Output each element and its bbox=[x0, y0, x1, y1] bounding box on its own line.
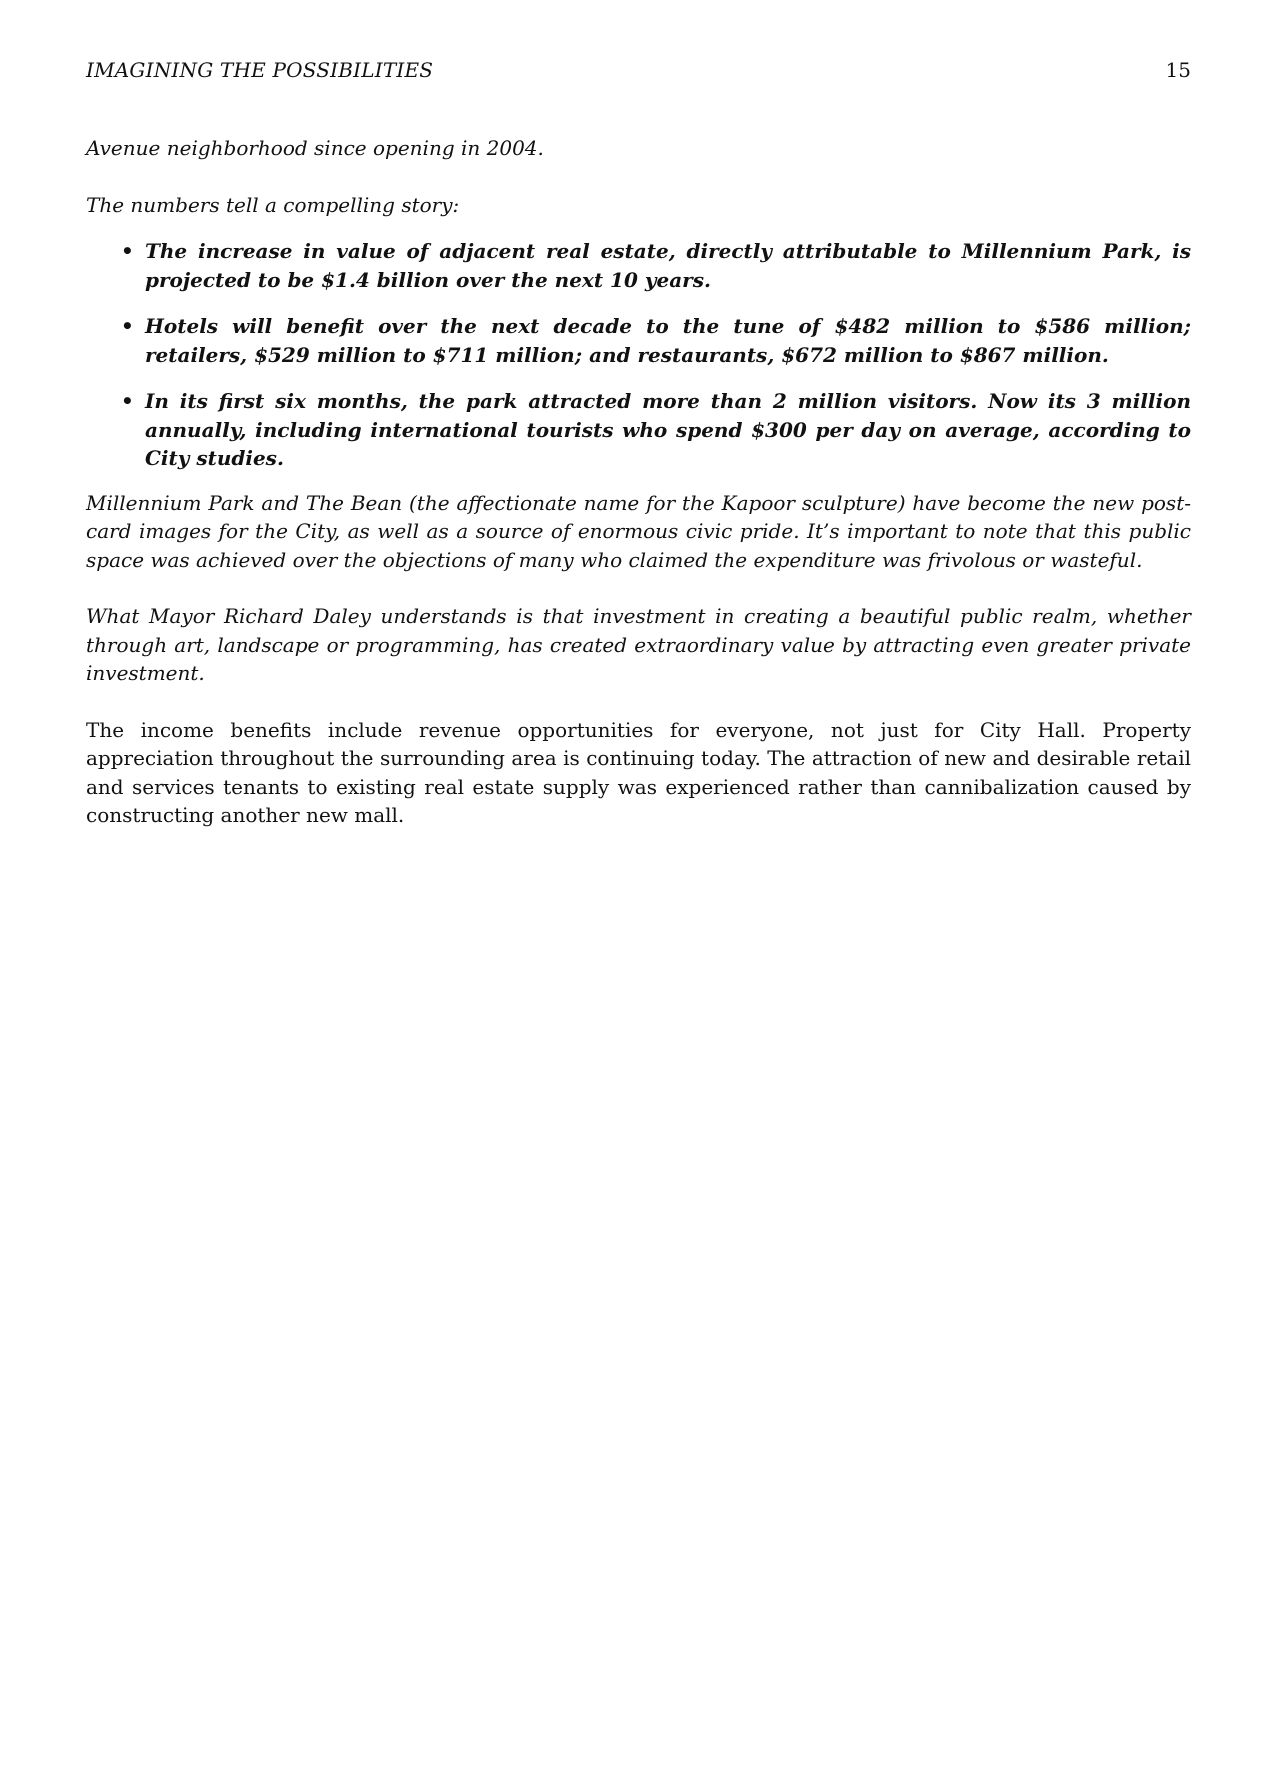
list-item bbox=[86, 312, 1191, 369]
daley-paragraph: What Mayor Richard Daley understands is that investment in creating a beautiful public realm, whether through art, landscape or programming, has created extraordinary value by attracting even greater private investment. bbox=[86, 604, 1191, 685]
bullet-icon: • bbox=[121, 239, 134, 263]
list-item bbox=[86, 237, 1191, 294]
continuation-paragraph: Avenue neighborhood since opening in 2004. bbox=[86, 136, 544, 160]
list-item bbox=[86, 387, 1191, 473]
income-paragraph: The income benefits include revenue opportunities for everyone, not just for City Hall. Property appreciation throughout the surrounding area is continuing today. The attraction of new and desirable retail and services tenants to existing real estate supply was experienced rather than cannibalization caused by constructing another new mall. bbox=[86, 717, 1191, 827]
intro-paragraph: The numbers tell a compelling story: bbox=[86, 192, 460, 217]
bean-paragraph: Millennium Park and The Bean (the affectionate name for the Kapoor sculpture) have become the new post-card images for the City, as well as a source of enormous civic pride. It’s important to note that this public space was achieved over the objections of many who claimed the expenditure was frivolous or wasteful. bbox=[86, 490, 1191, 572]
page-content bbox=[86, 134, 1191, 830]
statistics-list bbox=[86, 237, 1191, 473]
page-number: 15 bbox=[1165, 58, 1191, 82]
bullet-icon: • bbox=[121, 314, 134, 338]
list-item-text: The increase in value of adjacent real estate, directly attributable to Millennium Park, is projected to be $1.4 billion over the next 10 years. bbox=[145, 239, 1191, 292]
document-page bbox=[86, 0, 1191, 1785]
list-item-text: In its first six months, the park attracted more than 2 million visitors. Now its 3 million annually, including international tourists who spend $300 per day on average, according to City studies. bbox=[145, 389, 1191, 470]
running-header bbox=[86, 56, 1191, 86]
list-item-text: Hotels will benefit over the next decade to the tune of $482 million to $586 million; retailers, $529 million to $711 million; and restaurants, $672 million to $867 million. bbox=[145, 314, 1191, 367]
header-title: IMAGINING THE POSSIBILITIES bbox=[86, 58, 434, 82]
bullet-icon: • bbox=[121, 389, 134, 413]
